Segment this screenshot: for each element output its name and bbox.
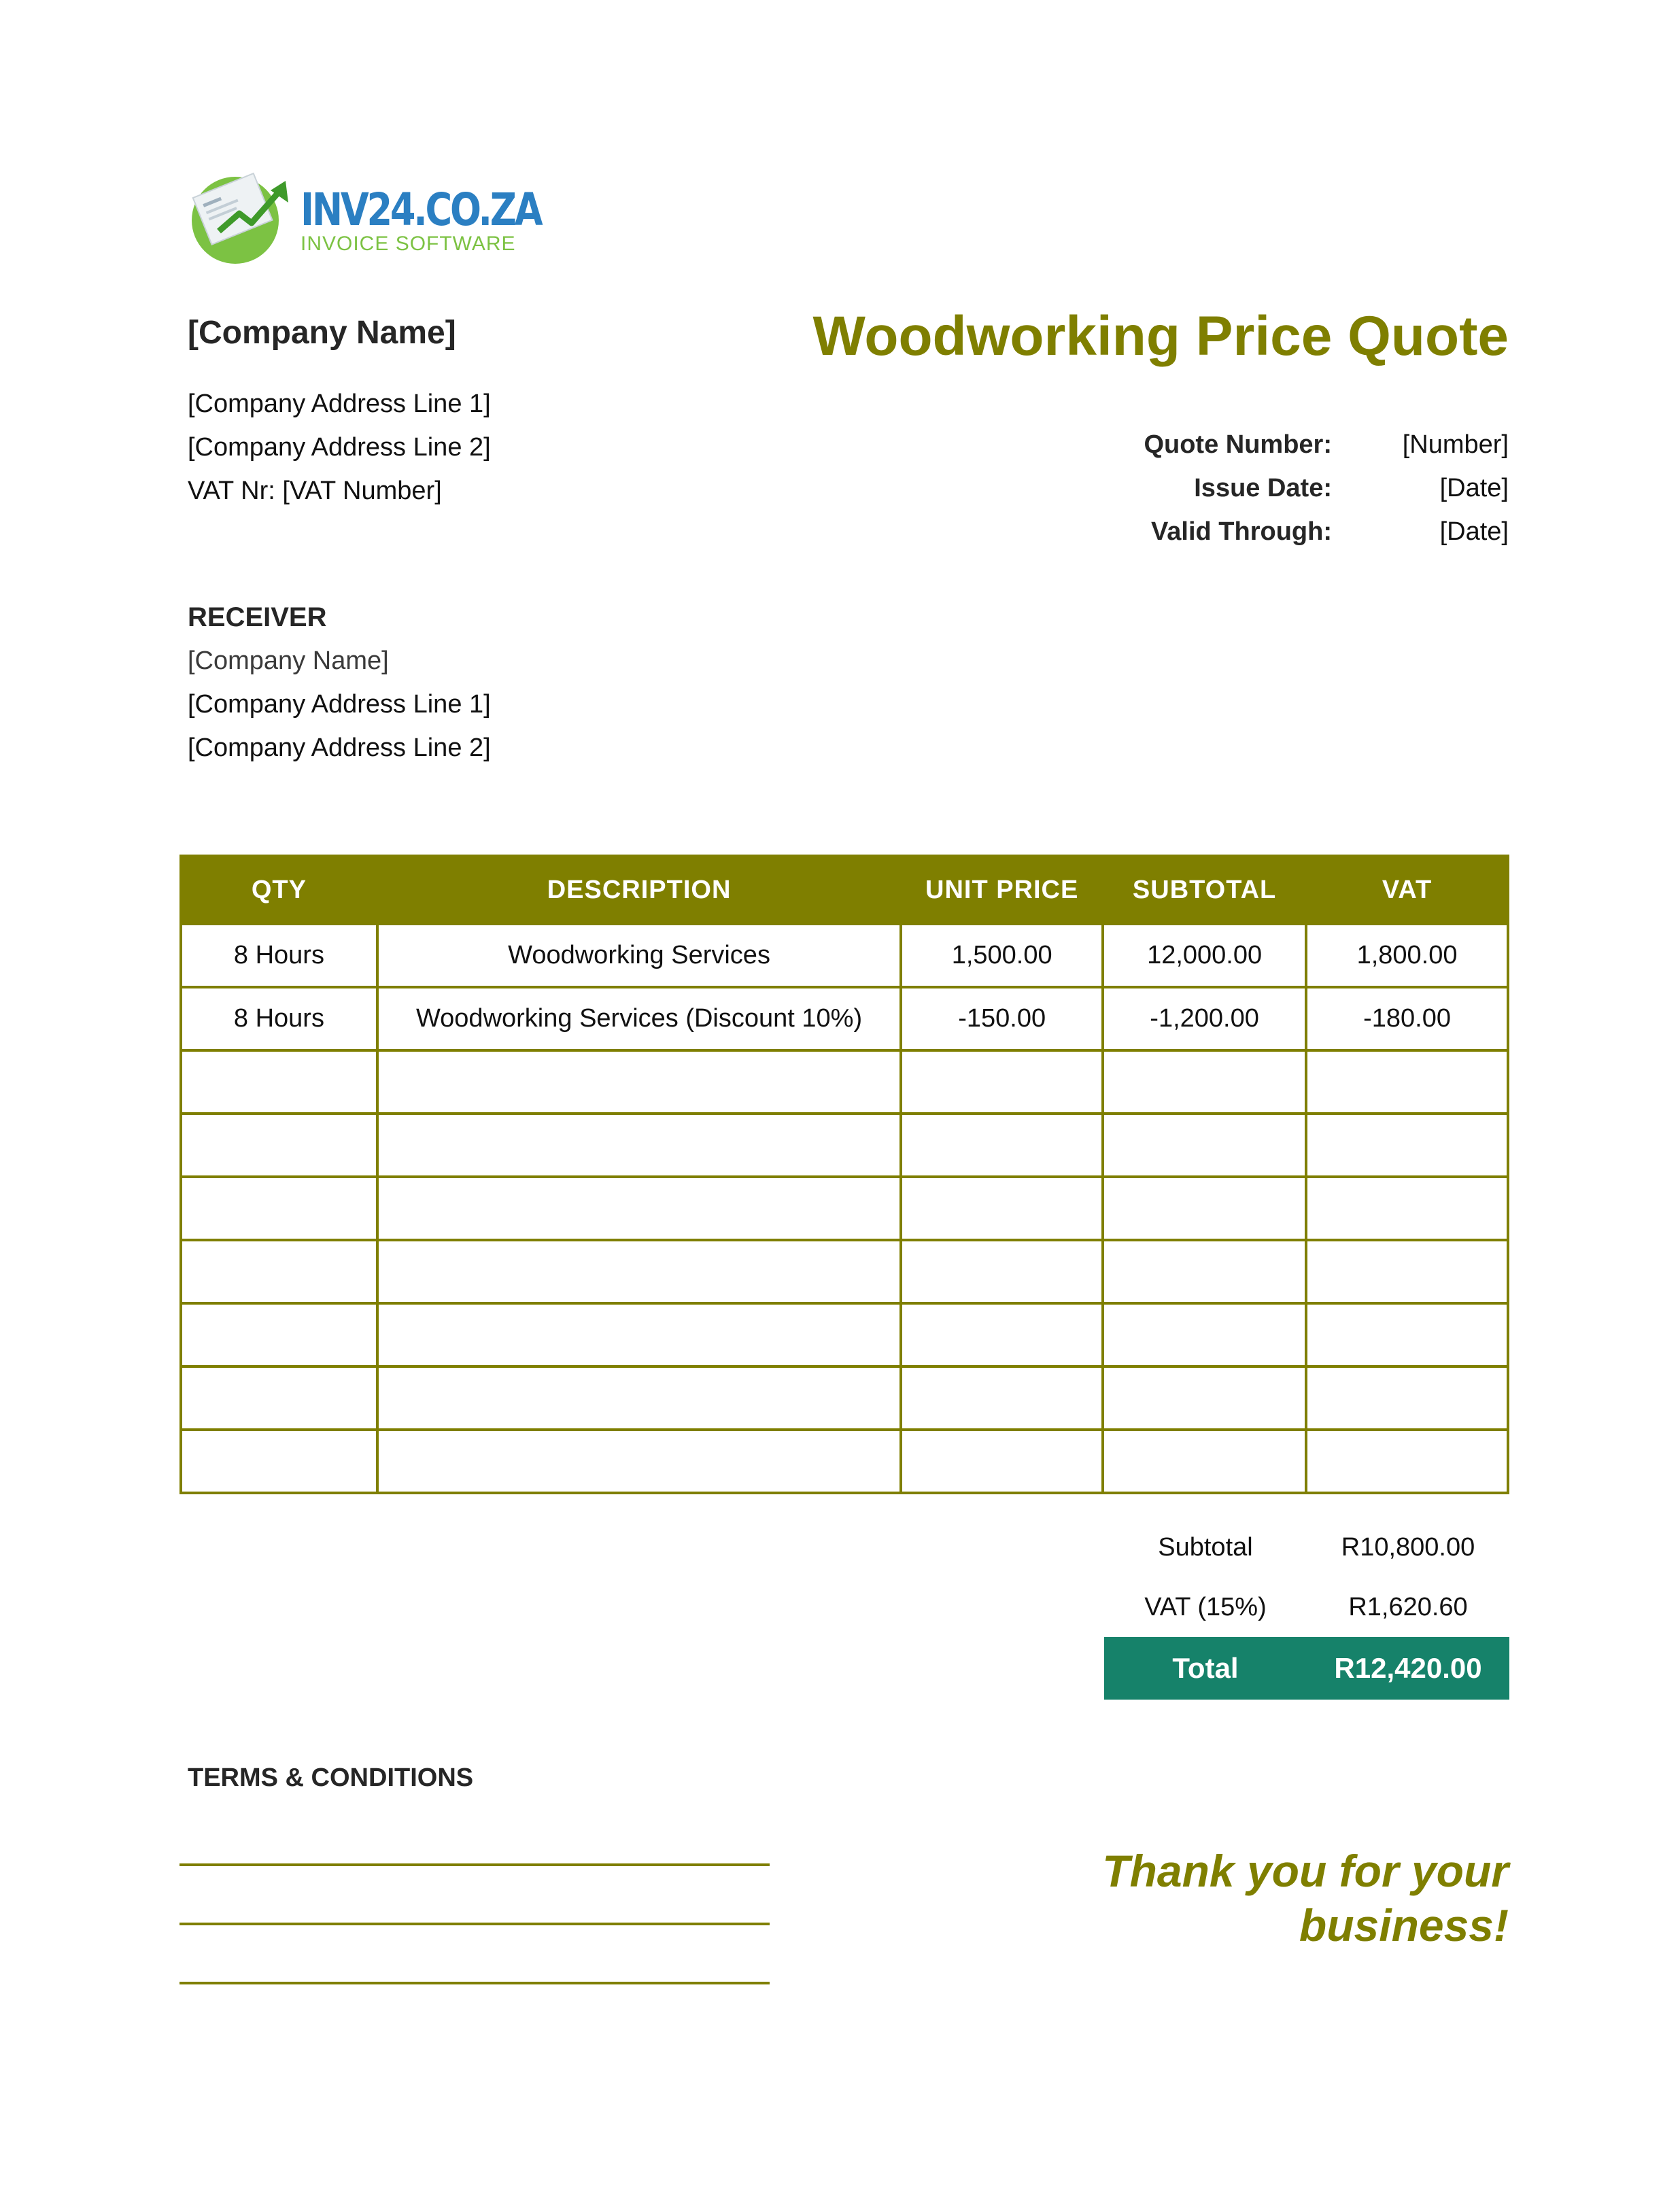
cell-vat [1306, 1240, 1508, 1303]
column-header-unit-price: UNIT PRICE [901, 856, 1103, 924]
thank-you-line-2: business! [1299, 1900, 1509, 1950]
quote-number-value: [Number] [1402, 430, 1509, 459]
cell-description: Woodworking Services (Discount 10%) [377, 987, 901, 1050]
subtotal-value: R10,800.00 [1341, 1532, 1475, 1562]
cell-description [377, 1114, 901, 1177]
cell-qty [181, 1177, 377, 1240]
company-address [188, 382, 491, 513]
company-address-line-2: [Company Address Line 2] [188, 433, 491, 462]
cell-subtotal [1103, 1303, 1306, 1366]
terms-line [179, 1982, 770, 1984]
cell-vat [1306, 1303, 1508, 1366]
cell-subtotal [1103, 1177, 1306, 1240]
total-row [1104, 1637, 1509, 1700]
cell-subtotal [1103, 1050, 1306, 1114]
cell-description [377, 1240, 901, 1303]
cell-qty [181, 1366, 377, 1430]
company-address-line-1: [Company Address Line 1] [188, 390, 491, 418]
cell-vat [1306, 1114, 1508, 1177]
cell-vat [1306, 1177, 1508, 1240]
terms-heading: TERMS & CONDITIONS [188, 1764, 474, 1792]
cell-qty: 8 Hours [181, 987, 377, 1050]
cell-subtotal: 12,000.00 [1103, 924, 1306, 987]
valid-through-label: Valid Through: [1151, 517, 1332, 546]
table-row [181, 1366, 1508, 1430]
cell-subtotal [1103, 1114, 1306, 1177]
column-header-subtotal: SUBTOTAL [1103, 856, 1306, 924]
issue-date-label: Issue Date: [1194, 473, 1332, 502]
table-row [181, 1050, 1508, 1114]
cell-unit-price [901, 1303, 1103, 1366]
valid-through-value: [Date] [1439, 517, 1509, 546]
table-row [181, 1177, 1508, 1240]
cell-qty [181, 1050, 377, 1114]
table-row [181, 924, 1508, 987]
column-header-qty: QTY [181, 856, 377, 924]
terms-line [179, 1923, 770, 1925]
cell-subtotal [1103, 1366, 1306, 1430]
cell-subtotal [1103, 1240, 1306, 1303]
logo-tagline: INVOICE SOFTWARE [301, 233, 516, 255]
cell-vat [1306, 1366, 1508, 1430]
total-label: Total [1172, 1652, 1239, 1684]
cell-unit-price: 1,500.00 [901, 924, 1103, 987]
logo-name: INV24.CO.ZA [301, 184, 541, 236]
issue-date-row [1087, 466, 1509, 510]
table-row [181, 987, 1508, 1050]
cell-description [377, 1303, 901, 1366]
cell-qty [181, 1240, 377, 1303]
cell-vat: -180.00 [1306, 987, 1508, 1050]
quote-number-label: Quote Number: [1144, 430, 1332, 459]
column-header-description: DESCRIPTION [377, 856, 901, 924]
column-header-vat: VAT [1306, 856, 1508, 924]
cell-unit-price [901, 1050, 1103, 1114]
cell-qty: 8 Hours [181, 924, 377, 987]
cell-vat [1306, 1430, 1508, 1493]
cell-unit-price: -150.00 [901, 987, 1103, 1050]
cell-vat: 1,800.00 [1306, 924, 1508, 987]
cell-subtotal [1103, 1430, 1306, 1493]
valid-through-row [1087, 510, 1509, 553]
table-row [181, 1114, 1508, 1177]
total-value: R12,420.00 [1334, 1652, 1482, 1684]
thank-you-line-1: Thank you for your [1102, 1846, 1509, 1896]
receiver-address-line-1: [Company Address Line 1] [188, 690, 491, 719]
cell-description [377, 1366, 901, 1430]
table-row [181, 1430, 1508, 1493]
receiver-company-name: [Company Name] [188, 647, 389, 675]
terms-line [179, 1863, 770, 1866]
table-header-row [181, 856, 1508, 924]
issue-date-value: [Date] [1439, 473, 1509, 502]
table-row [181, 1303, 1508, 1366]
cell-vat [1306, 1050, 1508, 1114]
receiver-block [188, 596, 491, 770]
vat-value: R1,620.60 [1348, 1592, 1468, 1621]
quote-meta [1087, 423, 1509, 553]
vat-label: VAT (15%) [1144, 1592, 1267, 1621]
cell-unit-price [901, 1177, 1103, 1240]
quote-number-row [1087, 423, 1509, 466]
cell-qty [181, 1430, 377, 1493]
cell-description [377, 1177, 901, 1240]
table-row [181, 1240, 1508, 1303]
cell-qty [181, 1114, 377, 1177]
cell-description [377, 1050, 901, 1114]
cell-description [377, 1430, 901, 1493]
cell-subtotal: -1,200.00 [1103, 987, 1306, 1050]
receiver-address-line-2: [Company Address Line 2] [188, 734, 491, 762]
document-title: Woodworking Price Quote [812, 305, 1509, 367]
logo [186, 158, 540, 266]
vat-row [1104, 1577, 1509, 1637]
line-items-table [179, 855, 1509, 1494]
cell-unit-price [901, 1430, 1103, 1493]
invoice-arrow-icon [186, 158, 295, 266]
company-vat-number: VAT Nr: [VAT Number] [188, 477, 442, 505]
cell-description: Woodworking Services [377, 924, 901, 987]
totals-block [1104, 1517, 1509, 1700]
cell-unit-price [901, 1366, 1103, 1430]
receiver-heading: RECEIVER [188, 602, 327, 632]
cell-unit-price [901, 1114, 1103, 1177]
thank-you-message [965, 1844, 1509, 1952]
company-name: [Company Name] [188, 315, 456, 351]
cell-unit-price [901, 1240, 1103, 1303]
subtotal-label: Subtotal [1158, 1532, 1253, 1562]
subtotal-row [1104, 1517, 1509, 1577]
cell-qty [181, 1303, 377, 1366]
